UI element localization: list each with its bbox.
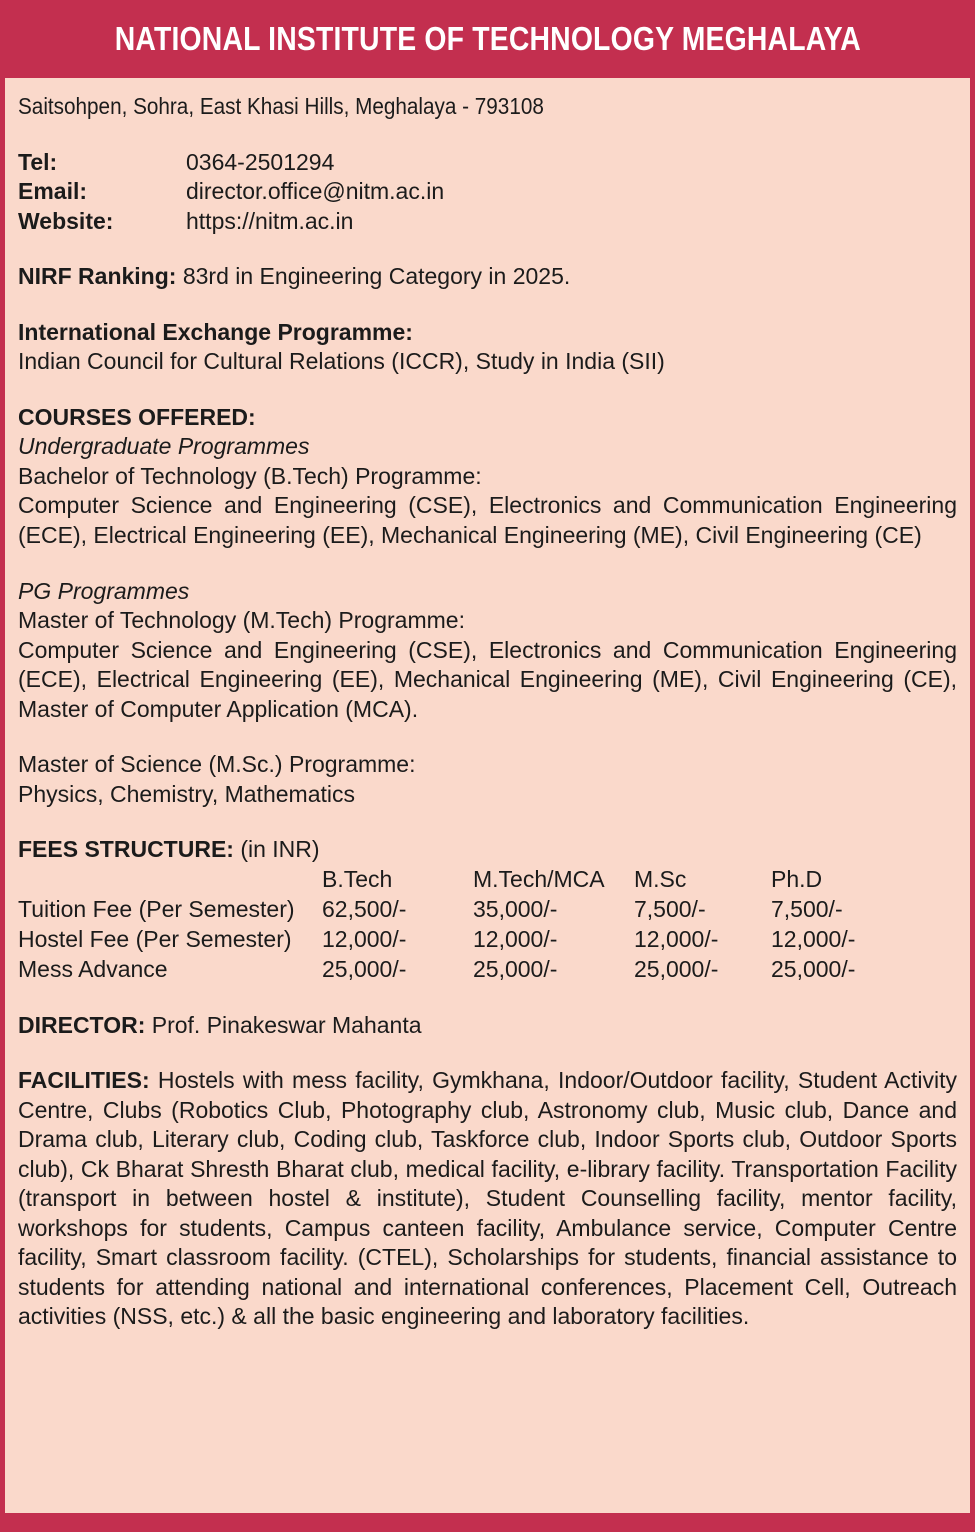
spacer: [18, 1040, 957, 1066]
exchange-programme-heading: International Exchange Programme:: [18, 318, 413, 345]
fees-table-head: [18, 865, 957, 895]
fees-structure-heading: FEES STRUCTURE:: [18, 836, 234, 863]
fees-cell-tuition-btech: 62,500/-: [322, 895, 407, 922]
fees-structure-heading-line: [18, 835, 957, 865]
fees-cell-mess-btech: 25,000/-: [322, 955, 407, 982]
nirf-ranking-label: NIRF Ranking:: [18, 263, 177, 290]
fees-row-label-hostel: Hostel Fee (Per Semester): [18, 925, 292, 952]
card-header: [0, 0, 975, 78]
facilities-label: FACILITIES:: [18, 1067, 150, 1094]
fees-cell-tuition-msc: 7,500/-: [634, 895, 706, 922]
fees-cell-mess-phd: 25,000/-: [771, 955, 856, 982]
spacer: [18, 377, 957, 403]
spacer: [18, 809, 957, 835]
table-row: [18, 955, 957, 985]
fees-cell-hostel-mtech-mca: 12,000/-: [473, 925, 558, 952]
exchange-programme-body: Indian Council for Cultural Relations (ICCR), Study in India (SII): [18, 348, 665, 375]
address-text: Saitsohpen, Sohra, East Khasi Hills, Meghalaya - 793108: [18, 93, 544, 119]
contact-row-tel: [18, 148, 957, 178]
spacer: [18, 985, 957, 1011]
fees-cell-mess-mtech-mca: 25,000/-: [473, 955, 558, 982]
card-body: [5, 78, 970, 1513]
mtech-programme-line: Master of Technology (M.Tech) Programme:: [18, 607, 465, 634]
email-value: director.office@nitm.ac.in: [186, 178, 445, 205]
tel-label: Tel:: [18, 148, 58, 175]
exchange-programme-section: [18, 318, 957, 377]
fees-cell-tuition-phd: 7,500/-: [771, 895, 843, 922]
spacer: [18, 292, 957, 318]
fees-column-header-btech: B.Tech: [322, 865, 393, 892]
institute-name-title: NATIONAL INSTITUTE OF TECHNOLOGY MEGHALAYA: [114, 20, 861, 57]
card-footer-bar: [0, 1513, 975, 1532]
website-label: Website:: [18, 207, 114, 234]
spacer: [18, 122, 957, 148]
fees-cell-mess-msc: 25,000/-: [634, 955, 719, 982]
btech-programme-line: Bachelor of Technology (B.Tech) Programme:: [18, 462, 482, 489]
btech-branches: Computer Science and Engineering (CSE), Electronics and Communication Engineering (ECE), Electrical Engineering (EE), Mechanical Engineering (ME), Civil Engineering (CE): [18, 492, 957, 549]
ug-programmes-heading: Undergraduate Programmes: [18, 433, 310, 460]
fees-column-header-msc: M.Sc: [634, 865, 687, 892]
fees-row-label-tuition: Tuition Fee (Per Semester): [18, 895, 295, 922]
email-label: Email:: [18, 178, 88, 205]
msc-branches: Physics, Chemistry, Mathematics: [18, 780, 355, 807]
address-line: [18, 92, 957, 122]
spacer: [18, 724, 957, 750]
nirf-ranking-line: [18, 262, 957, 292]
fees-header-blank: [18, 865, 322, 895]
courses-offered-section: [18, 403, 957, 810]
mtech-branches: Computer Science and Engineering (CSE), Electronics and Communication Engineering (ECE), Electrical Engineering (EE), Mechanical Engineering (ME), Civil Engineering (CE), Master of Computer Application (MCA).: [18, 636, 957, 722]
fees-cell-hostel-msc: 12,000/-: [634, 925, 719, 952]
contact-row-email: [18, 177, 957, 207]
director-label: DIRECTOR:: [18, 1011, 146, 1038]
fees-currency-note: (in INR): [240, 836, 320, 863]
fees-cell-hostel-phd: 12,000/-: [771, 925, 856, 952]
fees-column-header-phd: Ph.D: [771, 865, 823, 892]
director-line: [18, 1011, 957, 1041]
nirf-ranking-value: 83rd in Engineering Category in 2025.: [182, 263, 571, 290]
director-name: Prof. Pinakeswar Mahanta: [151, 1011, 422, 1038]
fees-cell-hostel-btech: 12,000/-: [322, 925, 407, 952]
courses-offered-heading: COURSES OFFERED:: [18, 403, 256, 430]
pg-programmes-heading: PG Programmes: [18, 577, 190, 604]
fees-column-header-mtech-mca: M.Tech/MCA: [473, 865, 605, 892]
msc-programme-line: Master of Science (M.Sc.) Programme:: [18, 751, 416, 778]
facilities-paragraph: [18, 1066, 957, 1332]
fees-row-label-mess: Mess Advance: [18, 955, 168, 982]
spacer: [18, 551, 957, 577]
fees-cell-tuition-mtech-mca: 35,000/-: [473, 895, 558, 922]
tel-value: 0364-2501294: [186, 148, 335, 175]
table-row: [18, 895, 957, 925]
table-row: [18, 925, 957, 955]
fees-structure-section: [18, 835, 957, 984]
contact-block: [18, 148, 957, 237]
facilities-body: Hostels with mess facility, Gymkhana, Indoor/Outdoor facility, Student Activity Centre, Clubs (Robotics Club, Photography club, Astronomy club, Music club, Dance and Drama club, Literary club, Coding club, Taskforce club, Indoor Sports club, Outdoor Sports club), Ck Bharat Shresth Bharat club, medical facility, e-library facility. Transportation Facility (transport in between hostel & institute), Student Counselling facility, mentor facility, workshops for students, Campus canteen facility, Ambulance service, Computer Centre facility, Smart classroom facility. (CTEL), Scholarships for students, financial assistance to students for attending national and international conferences, Placement Cell, Outreach activities (NSS, etc.) & all the basic engineering and laboratory facilities.: [18, 1067, 957, 1330]
contact-row-website: [18, 207, 957, 237]
spacer: [18, 236, 957, 262]
fees-header-row: [18, 865, 957, 895]
website-value[interactable]: https://nitm.ac.in: [186, 207, 354, 234]
fees-table: [18, 865, 957, 985]
fees-table-body: [18, 895, 957, 985]
